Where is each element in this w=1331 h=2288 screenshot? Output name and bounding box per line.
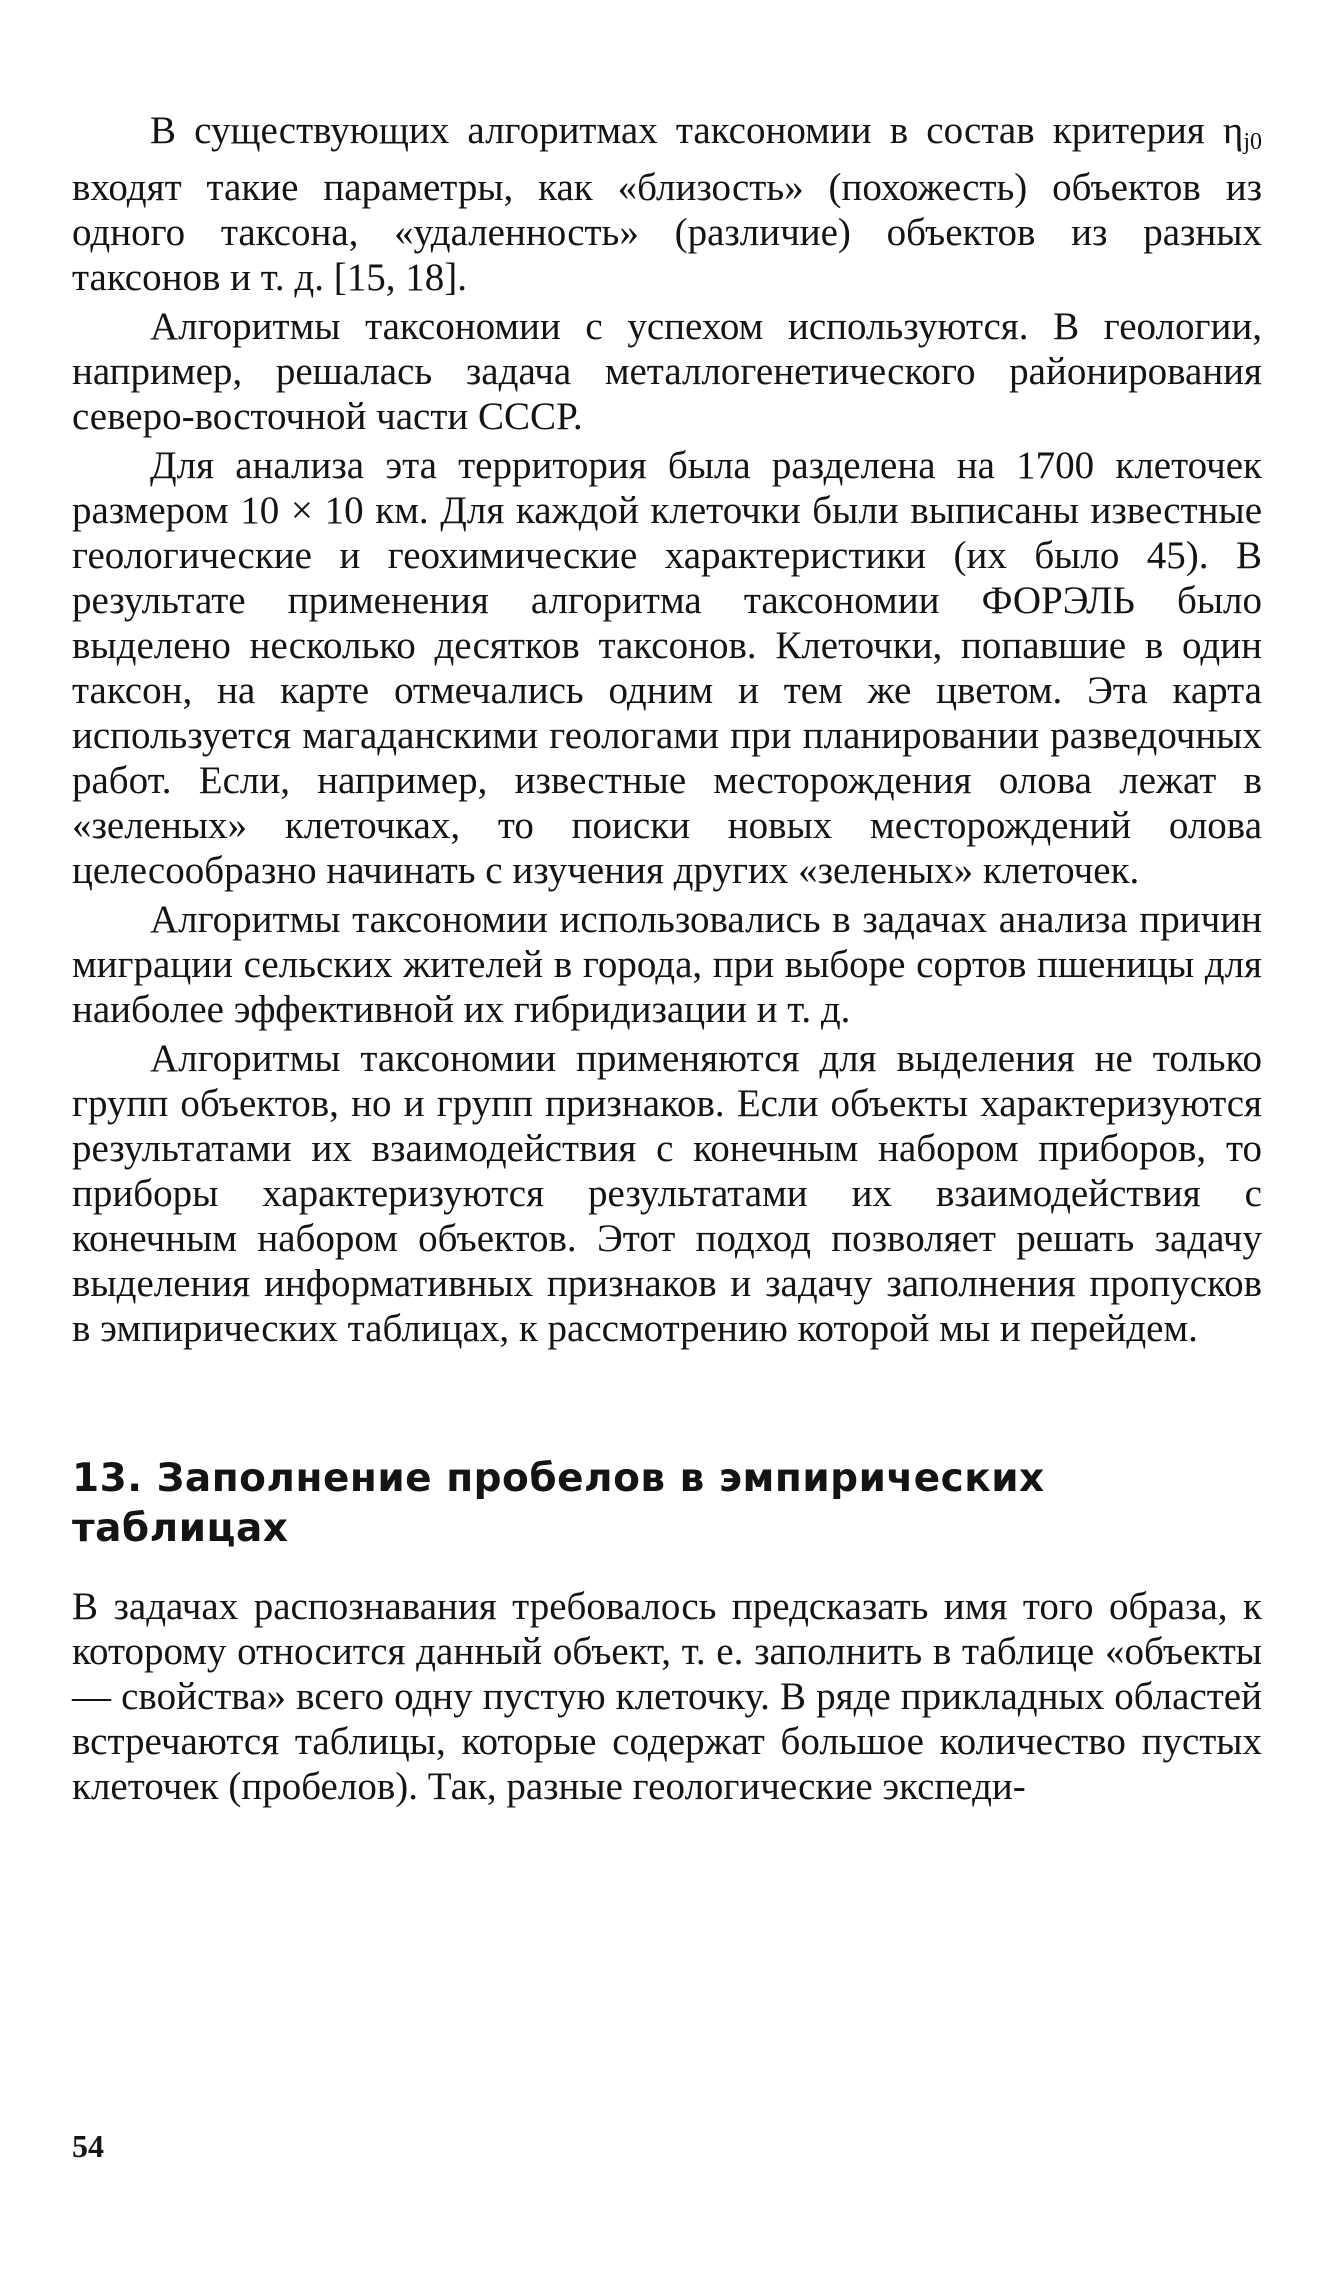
page-number: 54 [72,2128,104,2164]
eta-subscript: j0 [1243,129,1262,155]
paragraph-geology-success: Алгоритмы таксономии с успехом используются. В геологии, например, решалась задача металлогенетического районирования северо-восточной части СССР. [72,305,1262,438]
paragraph-criteria-text: В существующих алгоритмах таксономии в состав критерия η [150,109,1244,152]
paragraph-territory-analysis: Для анализа эта территория была разделена на 1700 клеточек размером 10 × 10 км. Для каждой клеточки были выписаны известные геологические и геохимические характеристики (их было 45). В результате применения алгоритма таксономии ФОРЭЛЬ было выделено несколько десятков таксонов. Клеточки, попавшие в один таксон, на карте отмечались одним и тем же цветом. Эта карта используется магаданскими геологами при планировании разведочных работ. Если, например, известные месторождения олова лежат в «зеленых» клеточках, то поиски новых месторождений олова целесообразно начинать с изучения других «зеленых» клеточек. [72,444,1262,892]
paragraph-criteria-text-cont: входят такие параметры, как «близость» (похожесть) объектов из одного таксона, «удаленность» (различие) объектов из разных таксонов и т. д. [15, 18]. [72,166,1262,299]
book-page [72,108,1262,1809]
paragraph-recognition: В задачах распознавания требовалось предсказать имя того образа, к которому относится данный объект, т. е. заполнить в таблице «объекты — свойства» всего одну пустую клеточку. В ряде прикладных областей встречаются таблицы, которые содержат большое количество пустых клеточек (пробелов). Так, разные геологические экспеди- [72,1585,1262,1808]
paragraph-migration: Алгоритмы таксономии использовались в задачах анализа причин миграции сельских жителей в города, при выборе сортов пшеницы для наиболее эффективной их гибридизации и т. д. [72,898,1262,1031]
section-heading: 13. Заполнение пробелов в эмпирических таблицах [72,1456,1045,1551]
paragraph-criteria [72,108,1262,300]
paragraph-feature-groups: Алгоритмы таксономии применяются для выделения не только групп объектов, но и групп признаков. Если объекты характеризуются результатами их взаимодействия с конечным набором приборов, то приборы характеризуются результатами их взаимодействия с конечным набором объектов. Этот подход позволяет решать задачу выделения информативных признаков и задачу заполнения пропусков в эмпирических таблицах, к рассмотрению которой мы и перейдем. [72,1037,1262,1350]
